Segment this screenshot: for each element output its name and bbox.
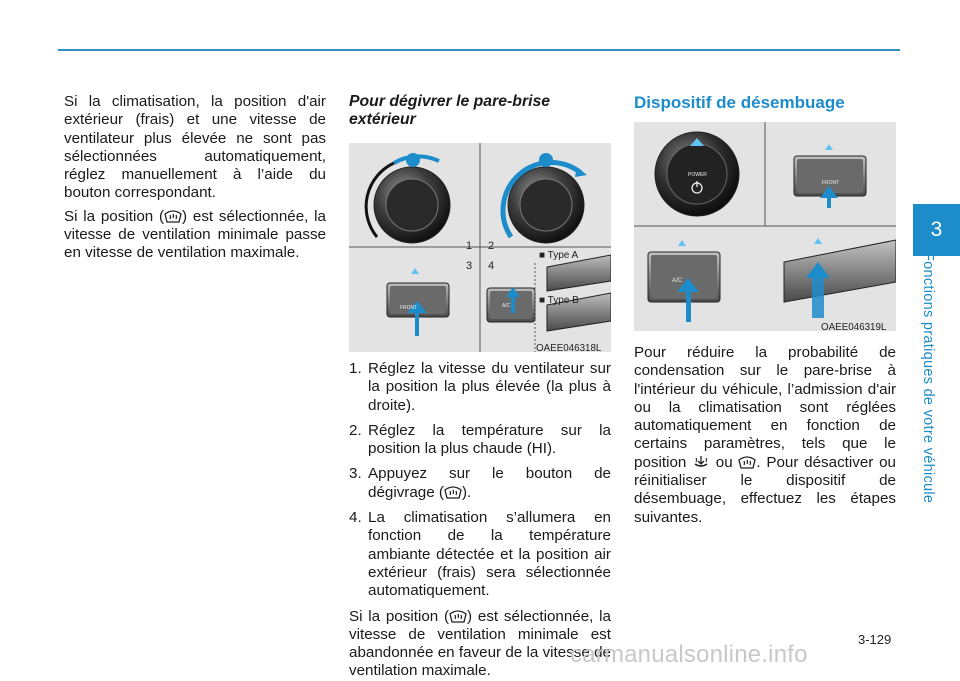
ac-button-text: A/C — [502, 303, 511, 309]
type-b-label: ■ Type B — [539, 295, 579, 306]
windshield-defrost-icon — [449, 609, 467, 623]
front-button-text: FRONT — [400, 305, 418, 311]
step-item: 4. La climatisation s’allumera en fonction de la température ambiante détectée et la position air extérieur (frais) sera sélectionnée automatiquement. — [349, 509, 611, 600]
figure-label-3: 3 — [466, 260, 473, 272]
column-1 — [64, 93, 326, 263]
fan-speed-icon — [539, 153, 553, 167]
section-title-defog: Dispositif de désembuage — [634, 93, 845, 112]
figure-code: OAEE046318L — [536, 343, 602, 352]
paragraph-defog: Pour réduire la probabilité de condensation sur le pare-brise à l'intérieur du véhicule, l’admission d'air ou la climatisation sont réglées automatiquement en fonction de certains paramètres, tels que le position ou . Pour désactiver ou réinitialiser le dispositif de désembuage, effectuez les étapes suivantes. — [634, 344, 896, 526]
type-a-label: ■ Type A — [539, 250, 579, 261]
column-3 — [634, 93, 896, 527]
figure-label-2: 2 — [488, 240, 495, 252]
figure-defog-controls — [634, 122, 896, 331]
step-item: 3. Appuyez sur le bouton de dégivrage ( ). — [349, 465, 611, 501]
chapter-number: 3 — [930, 218, 943, 241]
top-rule — [58, 49, 900, 51]
paragraph-max-speed: Si la position ( ) est sélectionnée, la vitesse de ventilation minimale est abandonnée en faveur de la vitesse de ventilation maximale. — [349, 607, 611, 680]
paragraph-auto-selection: Si la climatisation, la position d'air extérieur (frais) et une vitesse de ventilateur plus élevée ne sont pas sélectionnées automatiquement, réglez manuellement à l’aide du bouton correspondant. — [64, 93, 326, 202]
watermark: carmanualsonline.info — [570, 641, 808, 668]
ac-button-text: A/C — [672, 278, 683, 284]
floor-defrost-icon — [692, 455, 710, 469]
column-2 — [349, 93, 611, 681]
windshield-defrost-icon — [738, 455, 756, 469]
figure-defrost-controls — [349, 143, 611, 352]
defog-illustration — [634, 122, 896, 331]
figure-label-1: 1 — [466, 240, 473, 252]
windshield-defrost-icon — [164, 209, 182, 223]
figure-label-4: 4 — [488, 260, 495, 272]
step-item: 2. Réglez la température sur la position la plus chaude (HI). — [349, 421, 611, 458]
step-item: 1. Réglez la vitesse du ventilateur sur la position la plus élevée (la plus à droite). — [349, 360, 611, 414]
chapter-title: Fonctions pratiques de votre véhicule — [920, 252, 936, 504]
defrost-steps — [349, 360, 611, 601]
paragraph-min-speed: Si la position ( ) est sélectionnée, la vitesse de ventilation minimale passe en vitesse de ventilation maximale. — [64, 207, 326, 262]
section-title-defrost: Pour dégivrer le pare-brise extérieur — [349, 93, 551, 128]
windshield-defrost-icon — [444, 485, 462, 499]
figure-code: OAEE046319L — [821, 322, 887, 331]
chapter-tab — [913, 204, 960, 256]
page-number: 3-129 — [858, 632, 892, 647]
fan-speed-icon — [406, 153, 420, 167]
power-button-text: POWER — [688, 172, 707, 178]
front-button-text: FRONT — [822, 180, 840, 186]
